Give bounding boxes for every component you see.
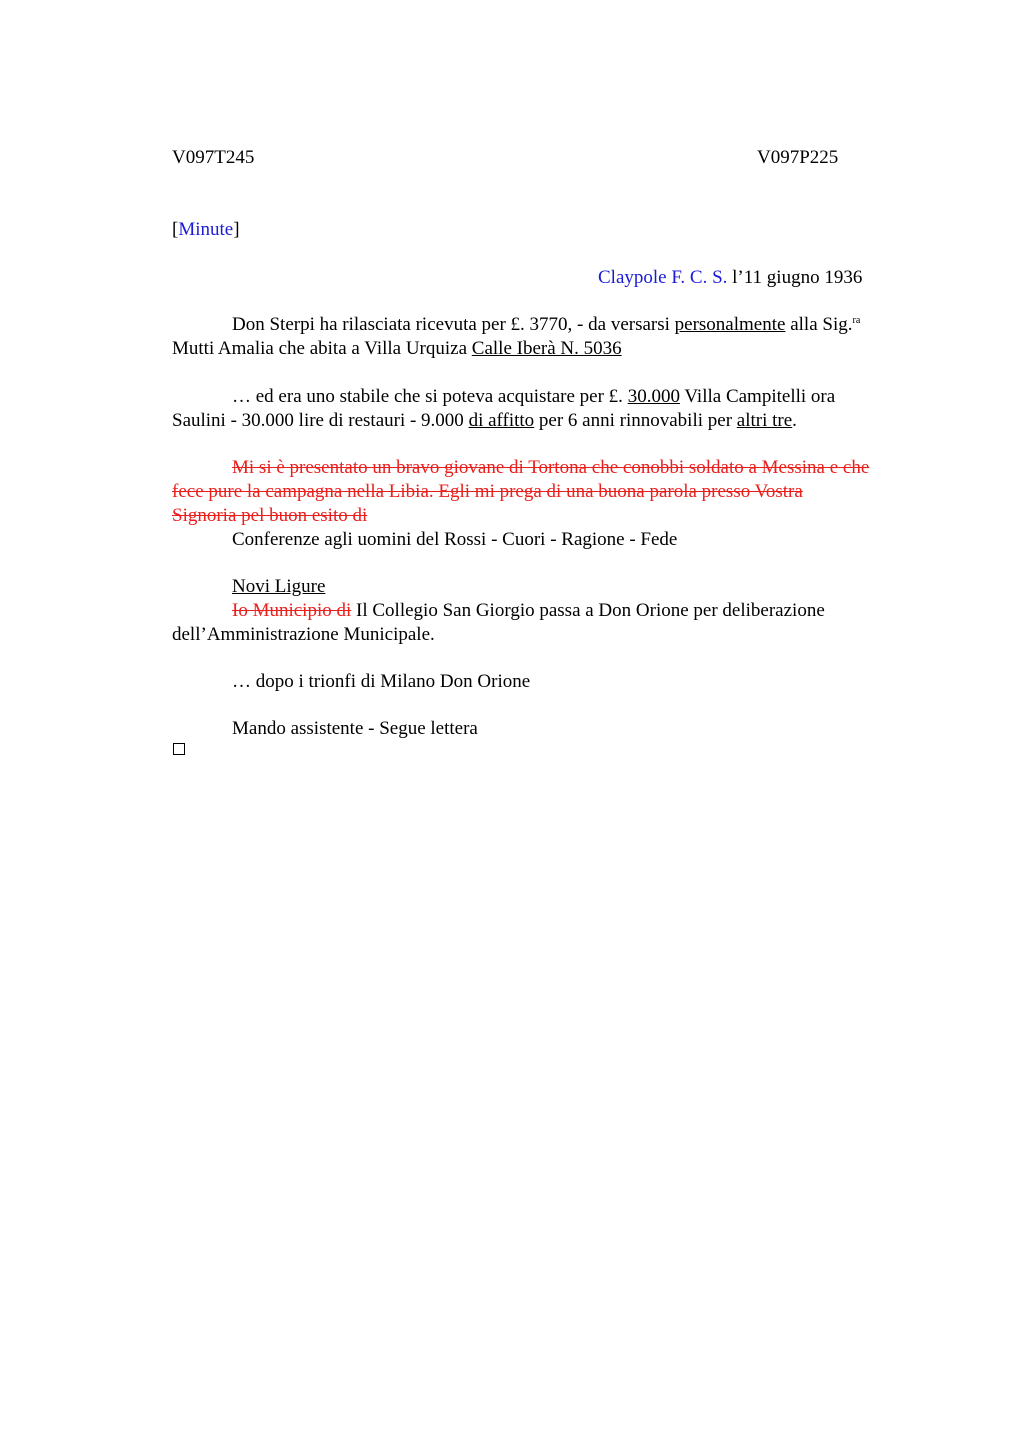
para5-text-1: … dopo i trionfi di Milano Don Orione bbox=[232, 671, 531, 692]
para1-underline-1: personalmente bbox=[674, 314, 786, 335]
para2-text-1: … ed era uno stabile che si poteva acquistare per £. bbox=[232, 386, 628, 407]
open-bracket: [ bbox=[172, 219, 179, 240]
para2-text-5: . bbox=[792, 410, 797, 431]
paragraph-2 bbox=[172, 385, 942, 433]
para3-deleted-2: fece pure la campagna nella Libia. Egli mi prega di una buona parola presso Vostra bbox=[172, 481, 803, 502]
para2-text-4: per 6 anni rinnovabili per bbox=[534, 410, 737, 431]
para4-deleted-1: Io Municipio di bbox=[232, 600, 352, 621]
para2-underline-1: 30.000 bbox=[627, 386, 680, 407]
para3-deleted-3: Signoria pel buon esito di bbox=[172, 505, 368, 526]
dateline bbox=[598, 266, 862, 290]
left-code: V097T245 bbox=[172, 147, 255, 168]
para3-text-1: Conferenze agli uomini del Rossi - Cuori - Ragione - Fede bbox=[232, 529, 678, 550]
para1-text-3: Mutti Amalia che abita a Villa Urquiza bbox=[172, 338, 472, 359]
dateline-place: Claypole F. C. S. bbox=[598, 267, 728, 288]
para2-underline-3: altri tre bbox=[736, 410, 793, 431]
para6-text-1: Mando assistente - Segue lettera bbox=[232, 718, 478, 739]
checkbox-icon bbox=[173, 743, 185, 755]
para2-underline-2: di affitto bbox=[468, 410, 535, 431]
paragraph-6 bbox=[172, 717, 942, 741]
paragraph-5 bbox=[172, 670, 942, 694]
close-bracket: ] bbox=[233, 219, 240, 240]
paragraph-3 bbox=[172, 456, 942, 552]
right-code: V097P225 bbox=[757, 147, 839, 168]
para3-deleted-1: Mi si è presentato un bravo giovane di Tortona che conobbi soldato a Messina e che bbox=[232, 457, 870, 478]
para1-underline-2: Calle Iberà N. 5036 bbox=[471, 338, 622, 359]
paragraph-4 bbox=[172, 575, 942, 647]
minute-label bbox=[172, 218, 240, 242]
paragraph-1 bbox=[172, 313, 942, 361]
para4-text-2: dell’Amministrazione Municipale. bbox=[172, 624, 435, 645]
para1-text-1: Don Sterpi ha rilasciata ricevuta per £. 3770, - da versarsi bbox=[232, 314, 675, 335]
para2-text-2: Villa Campitelli ora bbox=[679, 386, 836, 407]
dateline-date: l’11 giugno 1936 bbox=[727, 267, 863, 288]
para1-superscript: ra bbox=[852, 315, 861, 326]
para2-text-3: Saulini - 30.000 lire di restauri - 9.000 bbox=[172, 410, 469, 431]
para4-text-1: Il Collegio San Giorgio passa a Don Orione per deliberazione bbox=[351, 600, 825, 621]
minute-text: Minute bbox=[178, 219, 234, 240]
para1-text-2: alla Sig. bbox=[785, 314, 853, 335]
para4-heading: Novi Ligure bbox=[232, 576, 326, 597]
